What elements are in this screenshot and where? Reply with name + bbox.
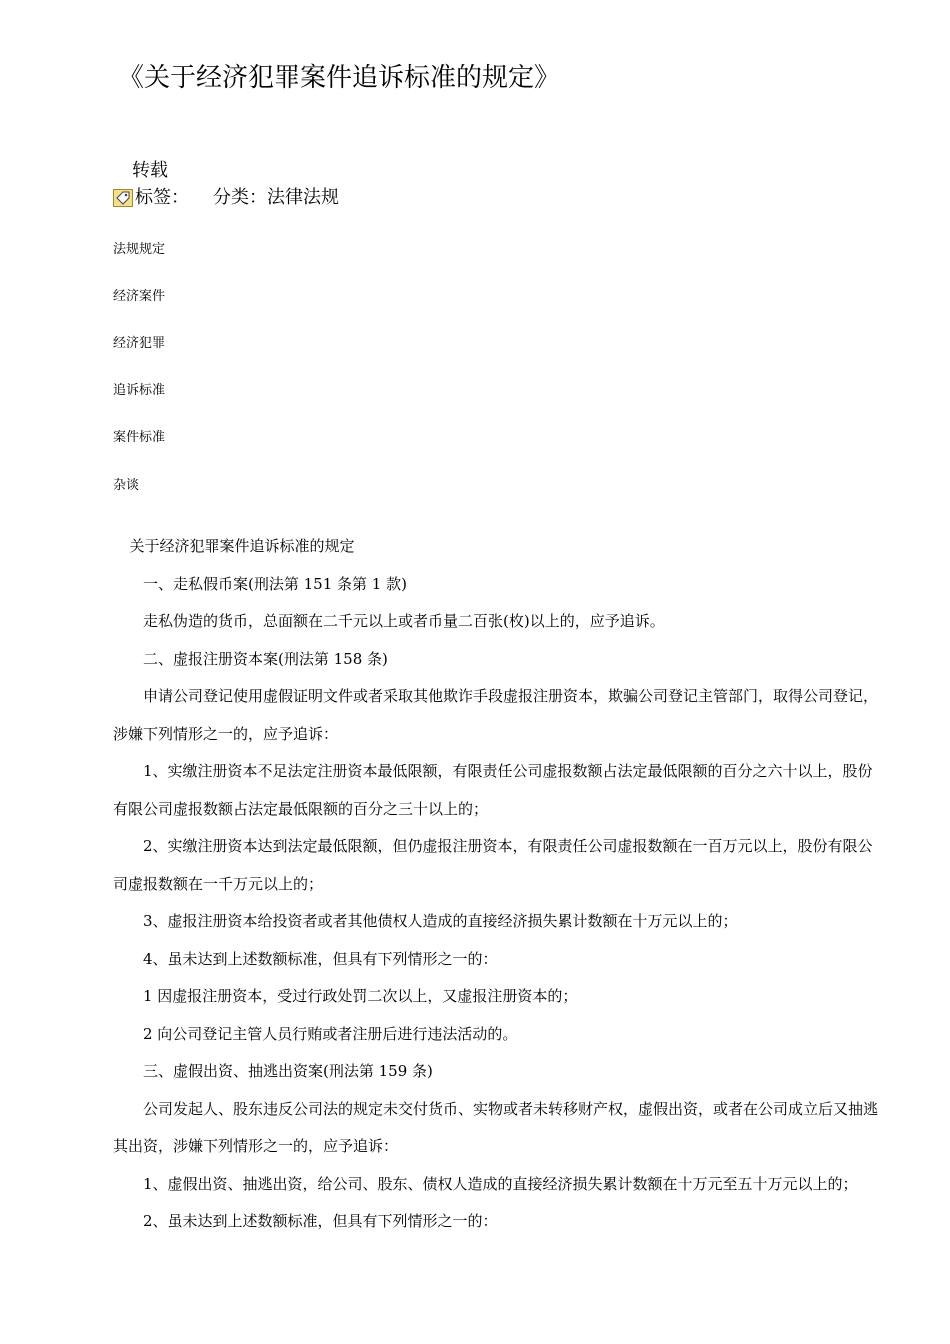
tag-link[interactable]: 追诉标准	[113, 383, 166, 398]
tag-link[interactable]: 杂谈	[113, 478, 140, 493]
tag-link[interactable]: 法规规定	[113, 242, 166, 257]
article-body	[113, 528, 885, 1241]
paragraph: 1 因虚报注册资本，受过行政处罚二次以上，又虚报注册资本的；	[143, 987, 578, 1005]
tags-label: 标签：	[135, 187, 189, 208]
paragraph: 4、虽未达到上述数额标准，但具有下列情形之一的：	[143, 949, 498, 968]
document-title: 《关于经济犯罪案件追诉标准的规定》	[118, 63, 561, 93]
section-heading: 二、虚报注册资本案(刑法第 158 条)	[143, 649, 388, 668]
section-heading: 一、走私假币案(刑法第 151 条第 1 款)	[143, 574, 407, 593]
tag-category-row	[113, 186, 339, 210]
paragraph: 公司发起人、股东违反公司法的规定未交付货币、实物或者未转移财产权，虚假出资，或者在公司成立后又抽逃其出资，涉嫌下列情形之一的，应予追诉：	[113, 1099, 879, 1155]
category-label[interactable]: 分类：法律法规	[213, 187, 339, 208]
repost-label: 转载	[132, 160, 168, 181]
paragraph: 走私伪造的货币，总面额在二千元以上或者币量二百张(枚)以上的，应予追诉。	[143, 612, 665, 630]
paragraph: 1、虚假出资、抽逃出资，给公司、股东、债权人造成的直接经济损失累计数额在十万元至五十万元以上的；	[143, 1174, 858, 1193]
paragraph: 2 向公司登记主管人员行贿或者注册后进行违法活动的。	[143, 1024, 518, 1043]
paragraph: 1、实缴注册资本不足法定注册资本最低限额，有限责任公司虚报数额占法定最低限额的百分之六十以上，股份有限公司虚报数额占法定最低限额的百分之三十以上的；	[113, 762, 873, 818]
paragraph: 申请公司登记使用虚假证明文件或者采取其他欺诈手段虚报注册资本，欺骗公司登记主管部门，取得公司登记，涉嫌下列情形之一的，应予追诉：	[113, 687, 879, 743]
article-heading: 关于经济犯罪案件追诉标准的规定	[129, 537, 355, 555]
tag-link[interactable]: 经济犯罪	[113, 336, 166, 351]
section-heading: 三、虚假出资、抽逃出资案(刑法第 159 条)	[143, 1062, 433, 1080]
tag-link[interactable]: 经济案件	[113, 289, 166, 304]
tag-icon[interactable]	[113, 189, 133, 207]
paragraph: 3、虚报注册资本给投资者或者其他债权人造成的直接经济损失累计数额在十万元以上的；	[143, 912, 738, 930]
tag-link[interactable]: 案件标准	[113, 430, 166, 445]
paragraph: 2、实缴注册资本达到法定最低限额，但仍虚报注册资本，有限责任公司虚报数额在一百万元以上，股份有限公司虚报数额在一千万元以上的；	[113, 837, 873, 893]
paragraph: 2、虽未达到上述数额标准，但具有下列情形之一的：	[143, 1212, 498, 1230]
